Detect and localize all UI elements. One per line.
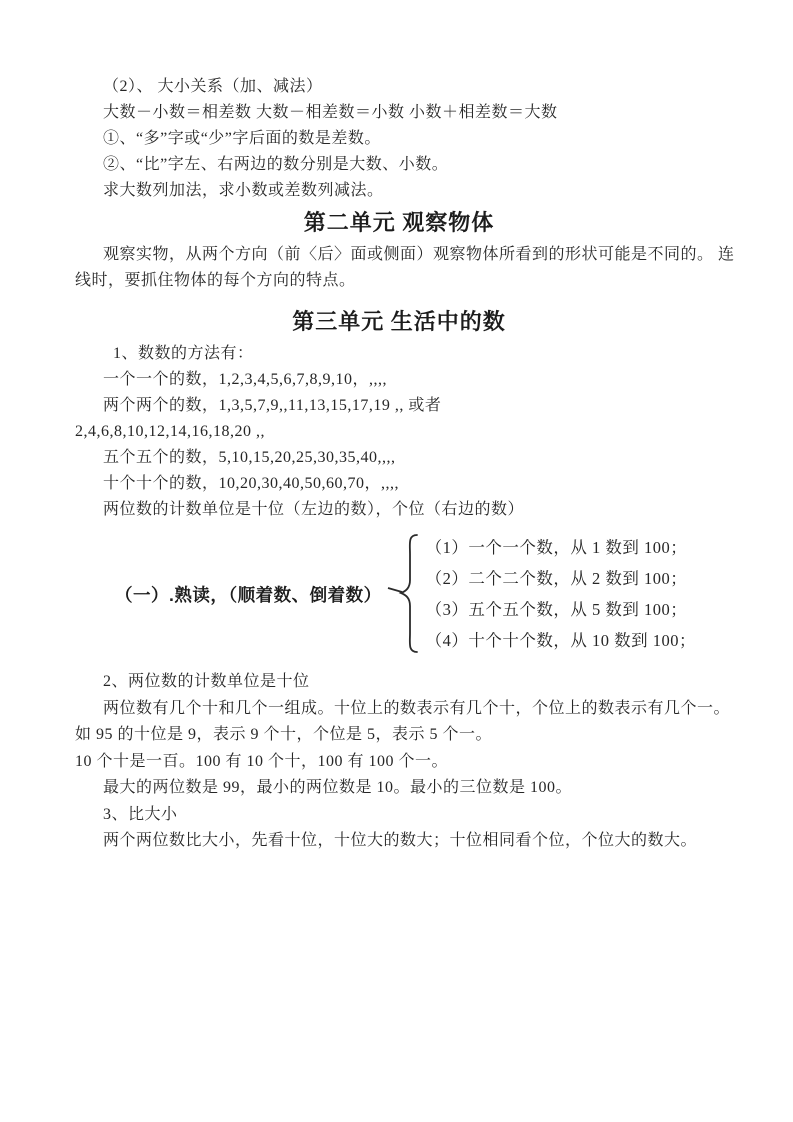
text-line: （2）、 大小关系（加、减法）: [103, 78, 323, 95]
text-line: 两个两位数比大小，先看十位，十位大的数大；十位相同看个位，个位大的数大。: [103, 832, 698, 849]
text-line: 最大的两位数是 99，最小的两位数是 10。最小的三位数是 100。: [103, 779, 573, 796]
counting-to-100-list: [426, 532, 696, 656]
text-line: 线时，要抓住物体的每个方向的特点。: [75, 272, 356, 289]
left-brace-icon: [386, 532, 420, 656]
text-line: 大数－小数＝相差数 大数－相差数＝小数 小数＋相差数＝大数: [103, 104, 558, 121]
text-line: 如 95 的十位是 9，表示 9 个十，个位是 5，表示 5 个一。: [75, 726, 493, 743]
two-digit-units-block: [75, 669, 731, 855]
counting-methods-block: [75, 341, 723, 523]
text-line: 两个两个的数，1,3,5,7,9,,11,13,15,17,19 ,, 或者: [103, 397, 442, 414]
unit2-heading: 第二单元 观察物体: [303, 210, 495, 235]
text-line: 观察实物，从两个方向（前〈后〉面或侧面）观察物体所看到的形状可能是不同的。 连: [103, 246, 735, 263]
list-item: （4）十个十个数，从 10 数到 100；: [425, 631, 696, 650]
text-line: ②、“比”字左、右两边的数分别是大数、小数。: [103, 156, 449, 173]
unit2-section: [75, 207, 735, 294]
text-line: 10 个十是一百。100 有 10 个十，100 有 100 个一。: [75, 752, 449, 770]
text-line: 2,4,6,8,10,12,14,16,18,20 ,,: [75, 423, 265, 440]
size-relation-section: [75, 74, 723, 204]
unit3-section: [75, 306, 731, 855]
list-item: （1）一个一个数，从 1 数到 100；: [425, 538, 688, 557]
list-item: （3）五个五个数，从 5 数到 100；: [425, 600, 688, 619]
unit3-heading: 第三单元 生活中的数: [292, 309, 506, 334]
text-line: 五个五个的数，5,10,15,20,25,30,35,40,,,,: [103, 449, 396, 466]
text-line: 一个一个的数，1,2,3,4,5,6,7,8,9,10，,,,,: [103, 371, 388, 388]
list-item: （2）二个二个数，从 2 数到 100；: [425, 569, 688, 588]
text-line: 求大数列加法，求小数或差数列减法。: [103, 182, 384, 199]
text-line: 2、两位数的计数单位是十位: [103, 673, 310, 690]
text-line: 1、数数的方法有：: [113, 345, 254, 362]
text-line: 两位数的计数单位是十位（左边的数），个位（右边的数）: [103, 501, 525, 518]
reading-practice-diagram: [75, 532, 723, 656]
text-line: ①、“多”字或“少”字后面的数是差数。: [103, 130, 381, 147]
text-line: 十个十个的数，10,20,30,40,50,60,70，,,,,: [103, 475, 400, 492]
text-line: 两位数有几个十和几个一组成。十位上的数表示有几个十，个位上的数表示有几个一。: [103, 699, 731, 717]
text-line: 3、比大小: [103, 805, 178, 823]
reading-practice-label: （一）.熟读，（顺着数、倒着数）: [115, 584, 382, 605]
